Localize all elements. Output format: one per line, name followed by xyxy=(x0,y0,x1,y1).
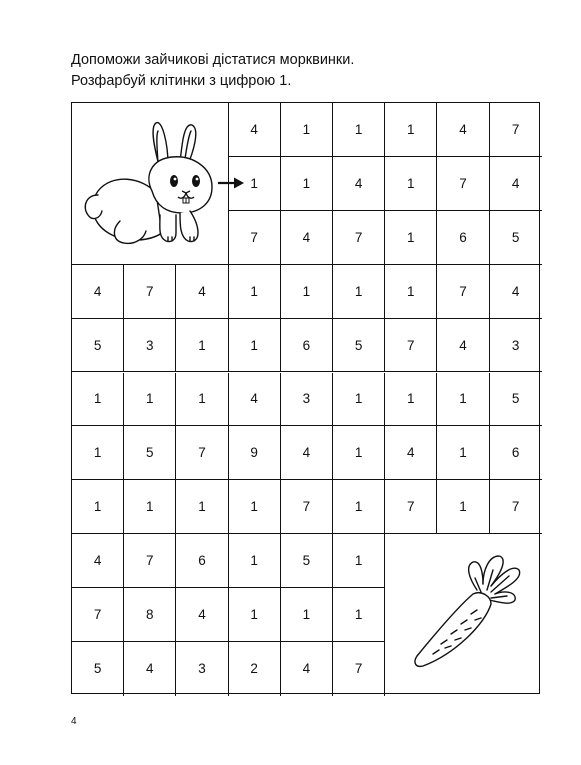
maze-cell[interactable]: 1 xyxy=(229,319,281,373)
maze-cell[interactable]: 1 xyxy=(176,480,228,534)
maze-cell[interactable]: 5 xyxy=(72,319,124,373)
maze-cell[interactable]: 7 xyxy=(385,480,437,534)
maze-cell[interactable]: 1 xyxy=(176,373,228,427)
maze-cell[interactable]: 2 xyxy=(229,642,281,696)
maze-cell[interactable]: 7 xyxy=(333,211,385,265)
maze-cell[interactable]: 6 xyxy=(281,319,333,373)
maze-cell[interactable]: 6 xyxy=(437,211,489,265)
maze-cell[interactable]: 1 xyxy=(72,480,124,534)
maze-cell[interactable]: 1 xyxy=(333,480,385,534)
maze-cell[interactable]: 5 xyxy=(333,319,385,373)
maze-cell[interactable]: 1 xyxy=(281,103,333,157)
carrot-picture xyxy=(385,534,539,693)
maze-cell[interactable]: 1 xyxy=(385,265,437,319)
maze-cell[interactable]: 3 xyxy=(124,319,176,373)
maze-cell[interactable]: 5 xyxy=(281,534,333,588)
instruction-line-1: Допоможи зайчикові дістатися морквинки. xyxy=(71,52,355,68)
maze-cell[interactable]: 1 xyxy=(333,588,385,642)
maze-cell[interactable]: 7 xyxy=(333,642,385,696)
maze-cell[interactable]: 1 xyxy=(229,265,281,319)
maze-cell[interactable]: 4 xyxy=(281,426,333,480)
maze-cell[interactable]: 1 xyxy=(333,265,385,319)
maze-cell[interactable]: 4 xyxy=(385,426,437,480)
maze-cell[interactable]: 1 xyxy=(333,103,385,157)
maze-cell[interactable]: 1 xyxy=(437,480,489,534)
maze-cell[interactable]: 1 xyxy=(229,480,281,534)
maze-cell[interactable]: 3 xyxy=(176,642,228,696)
maze-cell[interactable]: 5 xyxy=(490,211,542,265)
maze-cell[interactable]: 4 xyxy=(333,157,385,211)
maze-cell[interactable]: 4 xyxy=(281,211,333,265)
maze-cell[interactable]: 1 xyxy=(229,157,281,211)
maze-cell[interactable]: 7 xyxy=(124,534,176,588)
rabbit-picture xyxy=(72,103,229,265)
maze-cell[interactable]: 1 xyxy=(281,157,333,211)
maze-cell[interactable]: 9 xyxy=(229,426,281,480)
maze-cell[interactable]: 7 xyxy=(229,211,281,265)
maze-cell[interactable]: 4 xyxy=(229,103,281,157)
maze-cell[interactable]: 1 xyxy=(333,373,385,427)
maze-cell[interactable]: 5 xyxy=(72,642,124,696)
maze-cell[interactable]: 6 xyxy=(176,534,228,588)
maze-cell[interactable]: 1 xyxy=(124,373,176,427)
maze-cell[interactable]: 4 xyxy=(72,534,124,588)
maze-cell[interactable]: 1 xyxy=(385,157,437,211)
maze-cell[interactable]: 7 xyxy=(176,426,228,480)
maze-cell[interactable]: 7 xyxy=(437,265,489,319)
maze-cell[interactable]: 1 xyxy=(333,426,385,480)
maze-cell[interactable]: 1 xyxy=(72,373,124,427)
maze-cell[interactable]: 7 xyxy=(490,103,542,157)
maze-cell[interactable]: 3 xyxy=(281,373,333,427)
maze-cell[interactable]: 8 xyxy=(124,588,176,642)
maze-cell[interactable]: 1 xyxy=(281,265,333,319)
carrot-icon xyxy=(385,534,539,692)
maze-cell[interactable]: 1 xyxy=(72,426,124,480)
number-maze-grid xyxy=(71,102,540,694)
maze-cell[interactable]: 1 xyxy=(437,426,489,480)
maze-cell[interactable]: 4 xyxy=(176,588,228,642)
instructions xyxy=(71,50,354,92)
maze-cell[interactable]: 1 xyxy=(229,534,281,588)
maze-cell[interactable]: 4 xyxy=(124,642,176,696)
maze-cell[interactable]: 5 xyxy=(124,426,176,480)
maze-cell[interactable]: 6 xyxy=(490,426,542,480)
page-number: 4 xyxy=(71,716,77,727)
maze-cell[interactable]: 4 xyxy=(437,103,489,157)
maze-cell[interactable]: 7 xyxy=(490,480,542,534)
maze-cell[interactable]: 1 xyxy=(124,480,176,534)
instruction-line-2: Розфарбуй клітинки з цифрою 1. xyxy=(71,73,292,89)
maze-cell[interactable]: 4 xyxy=(72,265,124,319)
maze-cell[interactable]: 4 xyxy=(490,265,542,319)
maze-cell[interactable]: 7 xyxy=(437,157,489,211)
maze-cell[interactable]: 1 xyxy=(281,588,333,642)
maze-cell[interactable]: 7 xyxy=(385,319,437,373)
maze-cell[interactable]: 4 xyxy=(176,265,228,319)
maze-cell[interactable]: 4 xyxy=(490,157,542,211)
maze-cell[interactable]: 1 xyxy=(437,373,489,427)
maze-cell[interactable]: 7 xyxy=(72,588,124,642)
maze-cell[interactable]: 1 xyxy=(385,211,437,265)
maze-cell[interactable]: 1 xyxy=(176,319,228,373)
maze-cell[interactable]: 1 xyxy=(385,373,437,427)
rabbit-icon xyxy=(72,103,228,263)
maze-cell[interactable]: 7 xyxy=(124,265,176,319)
maze-cell[interactable]: 5 xyxy=(490,373,542,427)
maze-cell[interactable]: 4 xyxy=(281,642,333,696)
maze-cell[interactable]: 1 xyxy=(385,103,437,157)
maze-cell[interactable]: 7 xyxy=(281,480,333,534)
maze-cell[interactable]: 1 xyxy=(333,534,385,588)
maze-cell[interactable]: 4 xyxy=(437,319,489,373)
maze-cell[interactable]: 4 xyxy=(229,373,281,427)
maze-cell[interactable]: 3 xyxy=(490,319,542,373)
maze-cell[interactable]: 1 xyxy=(229,588,281,642)
